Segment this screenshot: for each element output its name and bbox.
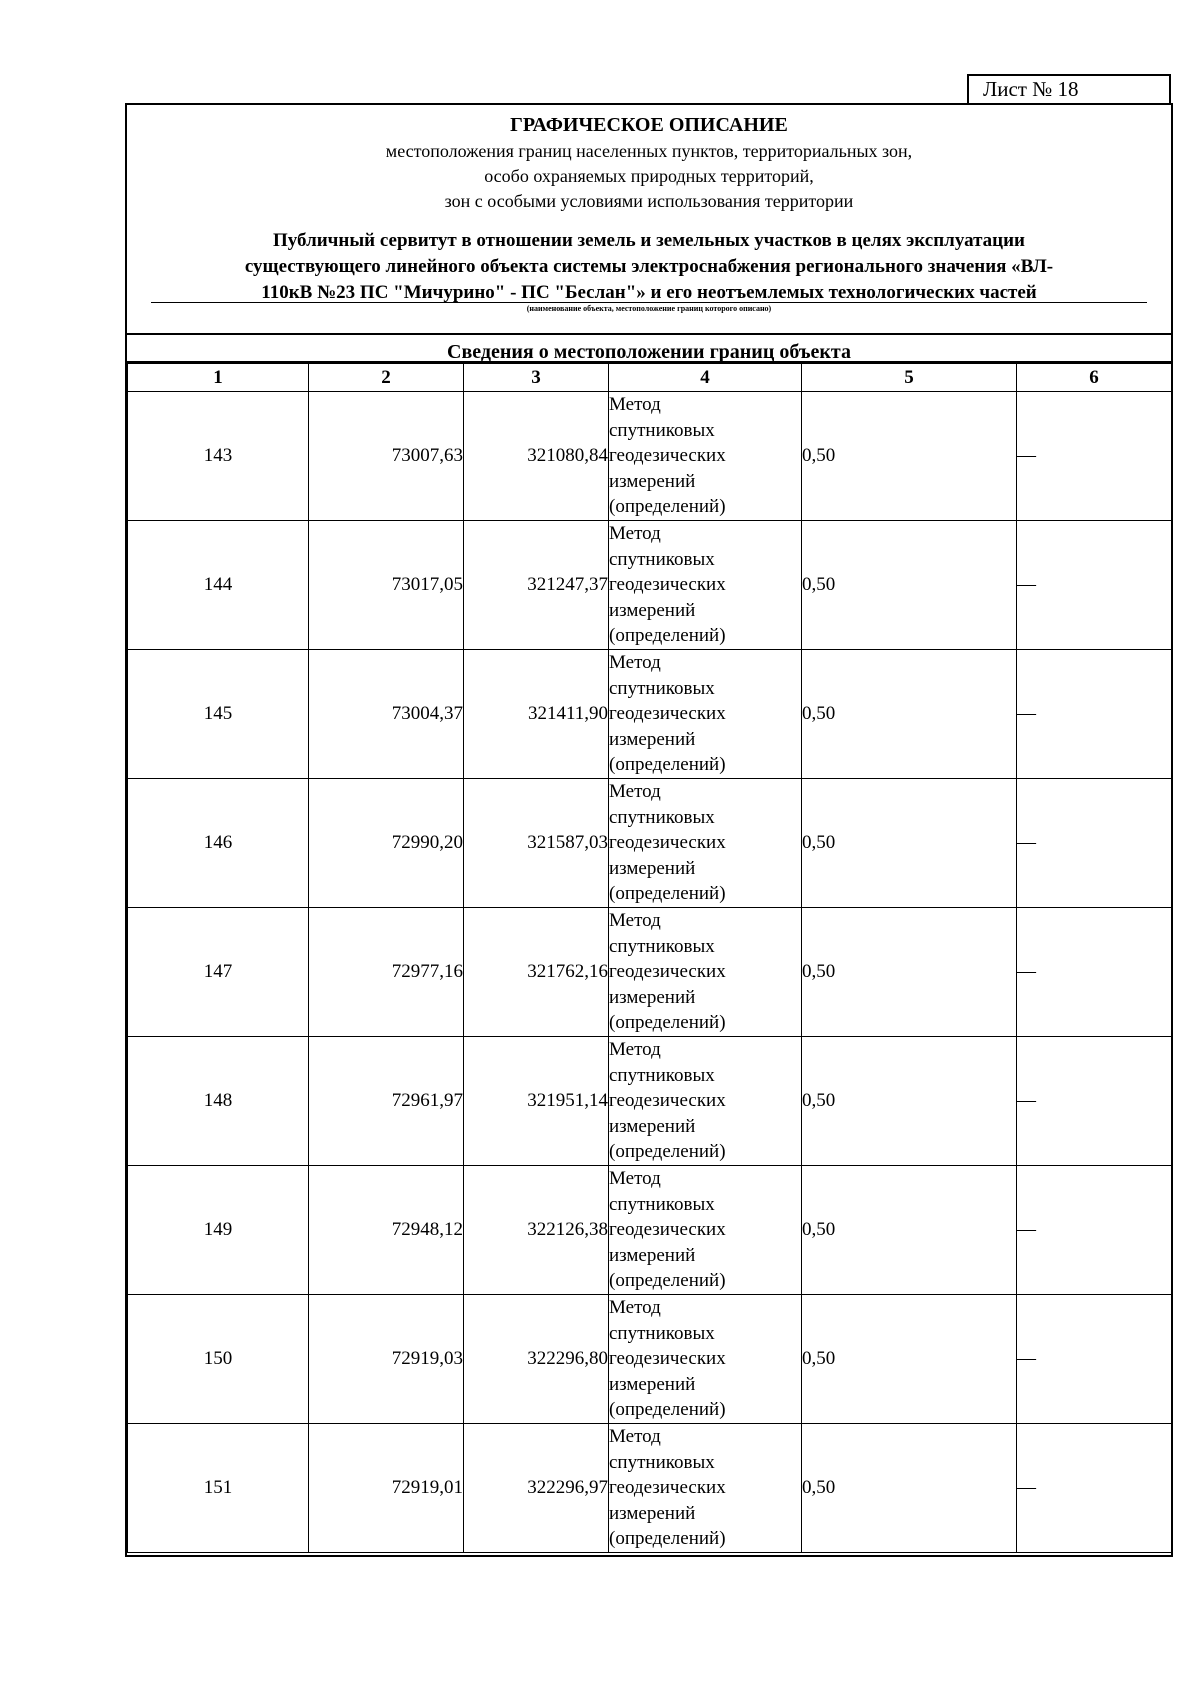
method-cell	[609, 521, 802, 650]
method-line: Метод	[609, 781, 661, 803]
method-line: измерений	[609, 1502, 696, 1524]
table-row	[128, 521, 1172, 650]
method-line: (определений)	[609, 1012, 726, 1034]
point-number-cell: 151	[128, 1424, 309, 1553]
point-number-cell: 145	[128, 650, 309, 779]
accuracy-cell: 0,50	[802, 650, 1017, 779]
method-line: спутниковых	[609, 548, 715, 570]
x-coordinate-cell: 73004,37	[309, 650, 464, 779]
accuracy-cell: 0,50	[802, 1295, 1017, 1424]
method-cell	[609, 1295, 802, 1424]
document-header	[127, 105, 1171, 335]
table-row	[128, 779, 1172, 908]
accuracy-cell: 0,50	[802, 1037, 1017, 1166]
accuracy-cell: 0,50	[802, 779, 1017, 908]
table-row	[128, 1424, 1172, 1553]
accuracy-cell: 0,50	[802, 908, 1017, 1037]
point-number-cell: 147	[128, 908, 309, 1037]
method-line: Метод	[609, 1426, 661, 1448]
method-line: (определений)	[609, 1270, 726, 1292]
method-line: спутниковых	[609, 419, 715, 441]
accuracy-cell: 0,50	[802, 521, 1017, 650]
method-line: геодезических	[609, 1219, 726, 1241]
object-underline	[151, 302, 1147, 303]
method-line: (определений)	[609, 1141, 726, 1163]
method-line: спутниковых	[609, 677, 715, 699]
column-header: 3	[464, 364, 609, 392]
method-cell	[609, 908, 802, 1037]
table-row	[128, 1295, 1172, 1424]
subtitle-line: местоположения границ населенных пунктов, территориальных зон,	[385, 141, 913, 161]
y-coordinate-cell: 321247,37	[464, 521, 609, 650]
point-number-cell: 146	[128, 779, 309, 908]
column-header: 6	[1017, 364, 1172, 392]
method-line: Метод	[609, 652, 661, 674]
method-line: Метод	[609, 394, 661, 416]
coordinates-table	[127, 363, 1172, 1553]
x-coordinate-cell: 73007,63	[309, 392, 464, 521]
method-line: геодезических	[609, 1348, 726, 1370]
y-coordinate-cell: 322296,80	[464, 1295, 609, 1424]
x-coordinate-cell: 73017,05	[309, 521, 464, 650]
method-line: геодезических	[609, 445, 726, 467]
point-number-cell: 149	[128, 1166, 309, 1295]
method-line: Метод	[609, 1168, 661, 1190]
method-line: (определений)	[609, 1399, 726, 1421]
point-number-cell: 150	[128, 1295, 309, 1424]
method-line: измерений	[609, 1244, 696, 1266]
accuracy-cell: 0,50	[802, 392, 1017, 521]
method-line: измерений	[609, 728, 696, 750]
method-line: (определений)	[609, 883, 726, 905]
note-cell: —	[1017, 1424, 1172, 1553]
method-line: измерений	[609, 1115, 696, 1137]
subtitle-line: особо охраняемых природных территорий,	[484, 166, 814, 186]
method-cell	[609, 1037, 802, 1166]
note-cell: —	[1017, 1295, 1172, 1424]
table-row	[128, 1166, 1172, 1295]
y-coordinate-cell: 321411,90	[464, 650, 609, 779]
document-title: ГРАФИЧЕСКОЕ ОПИСАНИЕ	[510, 114, 788, 136]
subtitle-line: зон с особыми условиями использования территории	[444, 191, 854, 211]
method-line: (определений)	[609, 496, 726, 518]
object-name-line: Публичный сервитут в отношении земель и земельных участков в целях эксплуатации	[273, 230, 1025, 251]
note-cell: —	[1017, 779, 1172, 908]
object-name-line: 110кВ №23 ПС "Мичурино" - ПС "Беслан"» и его неотъемлемых технологических частей	[261, 282, 1037, 303]
document-frame	[125, 103, 1173, 1557]
method-line: геодезических	[609, 1090, 726, 1112]
method-line: спутниковых	[609, 806, 715, 828]
method-line: измерений	[609, 599, 696, 621]
method-line: спутниковых	[609, 935, 715, 957]
y-coordinate-cell: 322296,97	[464, 1424, 609, 1553]
x-coordinate-cell: 72948,12	[309, 1166, 464, 1295]
method-line: геодезических	[609, 703, 726, 725]
point-number-cell: 148	[128, 1037, 309, 1166]
note-cell: —	[1017, 1037, 1172, 1166]
method-line: спутниковых	[609, 1451, 715, 1473]
method-cell	[609, 650, 802, 779]
method-line: измерений	[609, 857, 696, 879]
method-line: (определений)	[609, 625, 726, 647]
method-line: измерений	[609, 1373, 696, 1395]
method-cell	[609, 779, 802, 908]
method-line: спутниковых	[609, 1322, 715, 1344]
point-number-cell: 143	[128, 392, 309, 521]
method-line: измерений	[609, 470, 696, 492]
column-header: 1	[128, 364, 309, 392]
table-header-row	[128, 364, 1172, 392]
x-coordinate-cell: 72977,16	[309, 908, 464, 1037]
y-coordinate-cell: 321587,03	[464, 779, 609, 908]
method-line: геодезических	[609, 574, 726, 596]
y-coordinate-cell: 321762,16	[464, 908, 609, 1037]
method-line: Метод	[609, 1039, 661, 1061]
accuracy-cell: 0,50	[802, 1166, 1017, 1295]
note-cell: —	[1017, 908, 1172, 1037]
method-line: геодезических	[609, 961, 726, 983]
x-coordinate-cell: 72919,01	[309, 1424, 464, 1553]
method-line: измерений	[609, 986, 696, 1008]
table-row	[128, 650, 1172, 779]
y-coordinate-cell: 321951,14	[464, 1037, 609, 1166]
x-coordinate-cell: 72961,97	[309, 1037, 464, 1166]
method-cell	[609, 1424, 802, 1553]
note-cell: —	[1017, 1166, 1172, 1295]
column-header: 4	[609, 364, 802, 392]
sheet-number: Лист № 18	[967, 74, 1171, 103]
object-name	[127, 228, 1171, 306]
note-cell: —	[1017, 650, 1172, 779]
method-line: Метод	[609, 910, 661, 932]
point-number-cell: 144	[128, 521, 309, 650]
method-line: Метод	[609, 523, 661, 545]
method-line: спутниковых	[609, 1193, 715, 1215]
section-title: Сведения о местоположении границ объекта	[127, 335, 1171, 363]
object-caption: (наименование объекта, местоположение границ которого описано)	[526, 304, 772, 313]
method-line: (определений)	[609, 754, 726, 776]
method-cell	[609, 1166, 802, 1295]
method-line: геодезических	[609, 832, 726, 854]
object-name-line: существующего линейного объекта системы электроснабжения регионального значения «ВЛ-	[244, 256, 1054, 277]
method-line: геодезических	[609, 1477, 726, 1499]
method-line: спутниковых	[609, 1064, 715, 1086]
table-row	[128, 908, 1172, 1037]
y-coordinate-cell: 321080,84	[464, 392, 609, 521]
accuracy-cell: 0,50	[802, 1424, 1017, 1553]
method-cell	[609, 392, 802, 521]
method-line: Метод	[609, 1297, 661, 1319]
table-row	[128, 392, 1172, 521]
note-cell: —	[1017, 392, 1172, 521]
x-coordinate-cell: 72990,20	[309, 779, 464, 908]
x-coordinate-cell: 72919,03	[309, 1295, 464, 1424]
table-row	[128, 1037, 1172, 1166]
note-cell: —	[1017, 521, 1172, 650]
column-header: 2	[309, 364, 464, 392]
y-coordinate-cell: 322126,38	[464, 1166, 609, 1295]
column-header: 5	[802, 364, 1017, 392]
method-line: (определений)	[609, 1528, 726, 1550]
document-subtitle	[127, 139, 1171, 214]
